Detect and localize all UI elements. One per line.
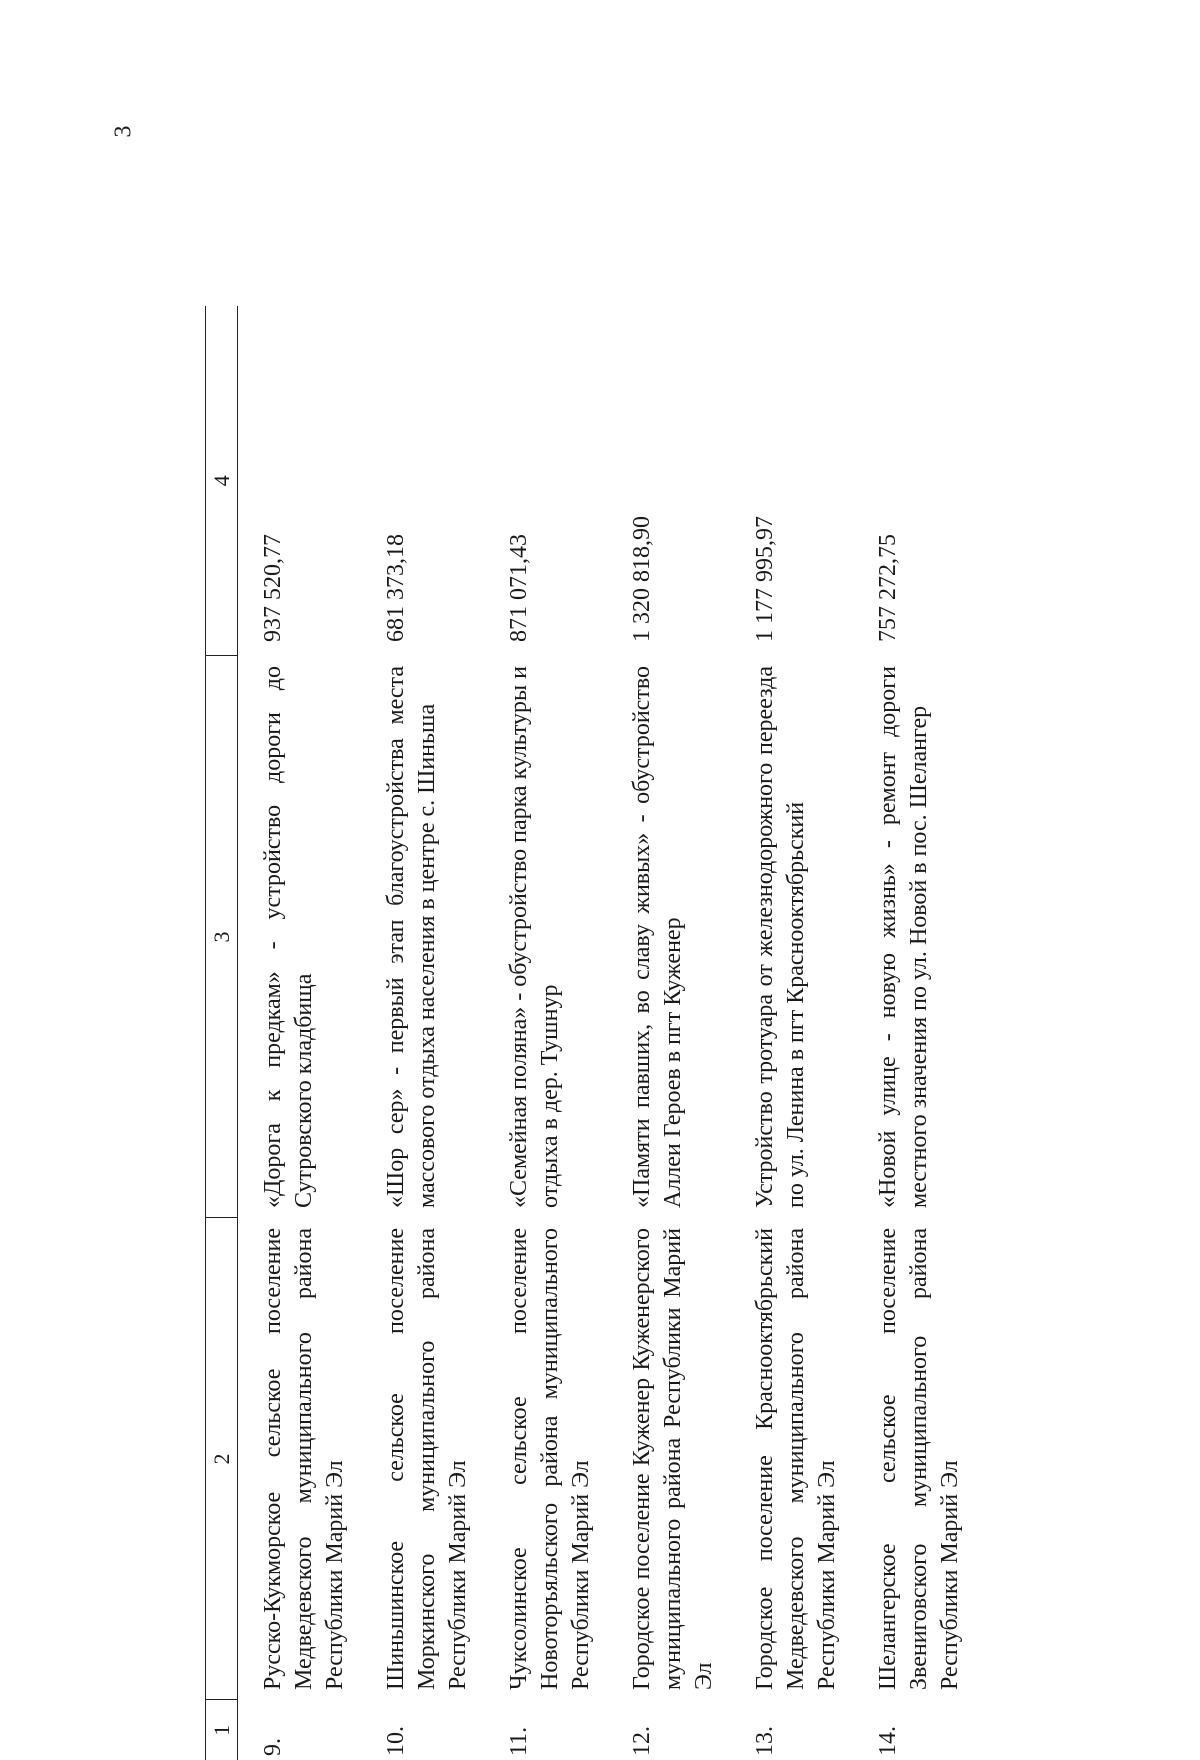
column-header-3: 3 [206,656,238,1218]
project-description: «Памяти павших, во славу живых» - обустройство Аллеи Героев в пгт Куженер [629,666,686,1208]
row-number: 9. [260,1738,286,1756]
page-number: 3 [110,125,137,138]
project-description: «Дорога к предкам» - устройство дороги до Сутровского кладбища [260,666,317,1208]
project-description: «Шор сер» - первый этап благоустройства места массового отдыха населения в центре с. Шиньша [383,666,440,1208]
project-description: «Семейная поляна» - обустройство парка культуры и отдыха в дер. Тушнур [506,666,563,1208]
row-number: 14. [875,1726,901,1756]
project-description: Устройство тротуара от железнодорожного переезда по ул. Ленина в пгт Краснооктябрьский [752,666,809,1208]
table-row [734,306,857,1760]
project-description: «Новой улице - новую жизнь» - ремонт дороги местного значения по ул. Новой в пос. Шелангер [875,666,932,1208]
table-row [611,306,734,1760]
subsidy-amount: 757 272,75 [875,534,901,642]
rotated-table-container [205,306,1047,1760]
settlement-name: Шелангерское сельское поселение Звениговского муниципального района Республики Марий Эл [875,1228,963,1690]
subsidy-amount: 871 071,43 [506,534,532,642]
table-row [238,306,366,1760]
column-number-row [206,306,238,1760]
table-row [488,306,611,1760]
settlement-name: Чуксолинское сельское поселение Новоторъяльского района муниципального Республики Марий Эл [506,1228,594,1690]
settlement-name: Городское поселение Краснооктябрьский Медведевского муниципального района Республики Марий Эл [752,1228,840,1690]
subsidy-amount: 1 177 995,97 [752,516,778,642]
subsidy-table [205,306,980,1760]
settlement-name: Шиньшинское сельское поселение Моркинского муниципального района Республики Марий Эл [383,1228,471,1690]
table-row [365,306,488,1760]
column-header-2: 2 [206,1218,238,1700]
row-number: 12. [629,1726,655,1756]
column-header-4: 4 [206,306,238,656]
row-number: 10. [383,1726,409,1756]
column-header-1: 1 [206,1700,238,1760]
subsidy-amount: 681 373,18 [383,534,409,642]
subsidy-amount: 1 320 818,90 [629,516,655,642]
settlement-name: Русско-Кукморское сельское поселение Медведевского муниципального района Республики Марий Эл [260,1228,348,1690]
settlement-name: Городское поселение Куженер Куженерского муниципального района Республики Марий Эл [629,1228,717,1690]
table-row [857,306,980,1760]
row-number: 11. [506,1726,532,1756]
subsidy-amount: 937 520,77 [260,534,286,642]
row-number: 13. [752,1726,778,1756]
